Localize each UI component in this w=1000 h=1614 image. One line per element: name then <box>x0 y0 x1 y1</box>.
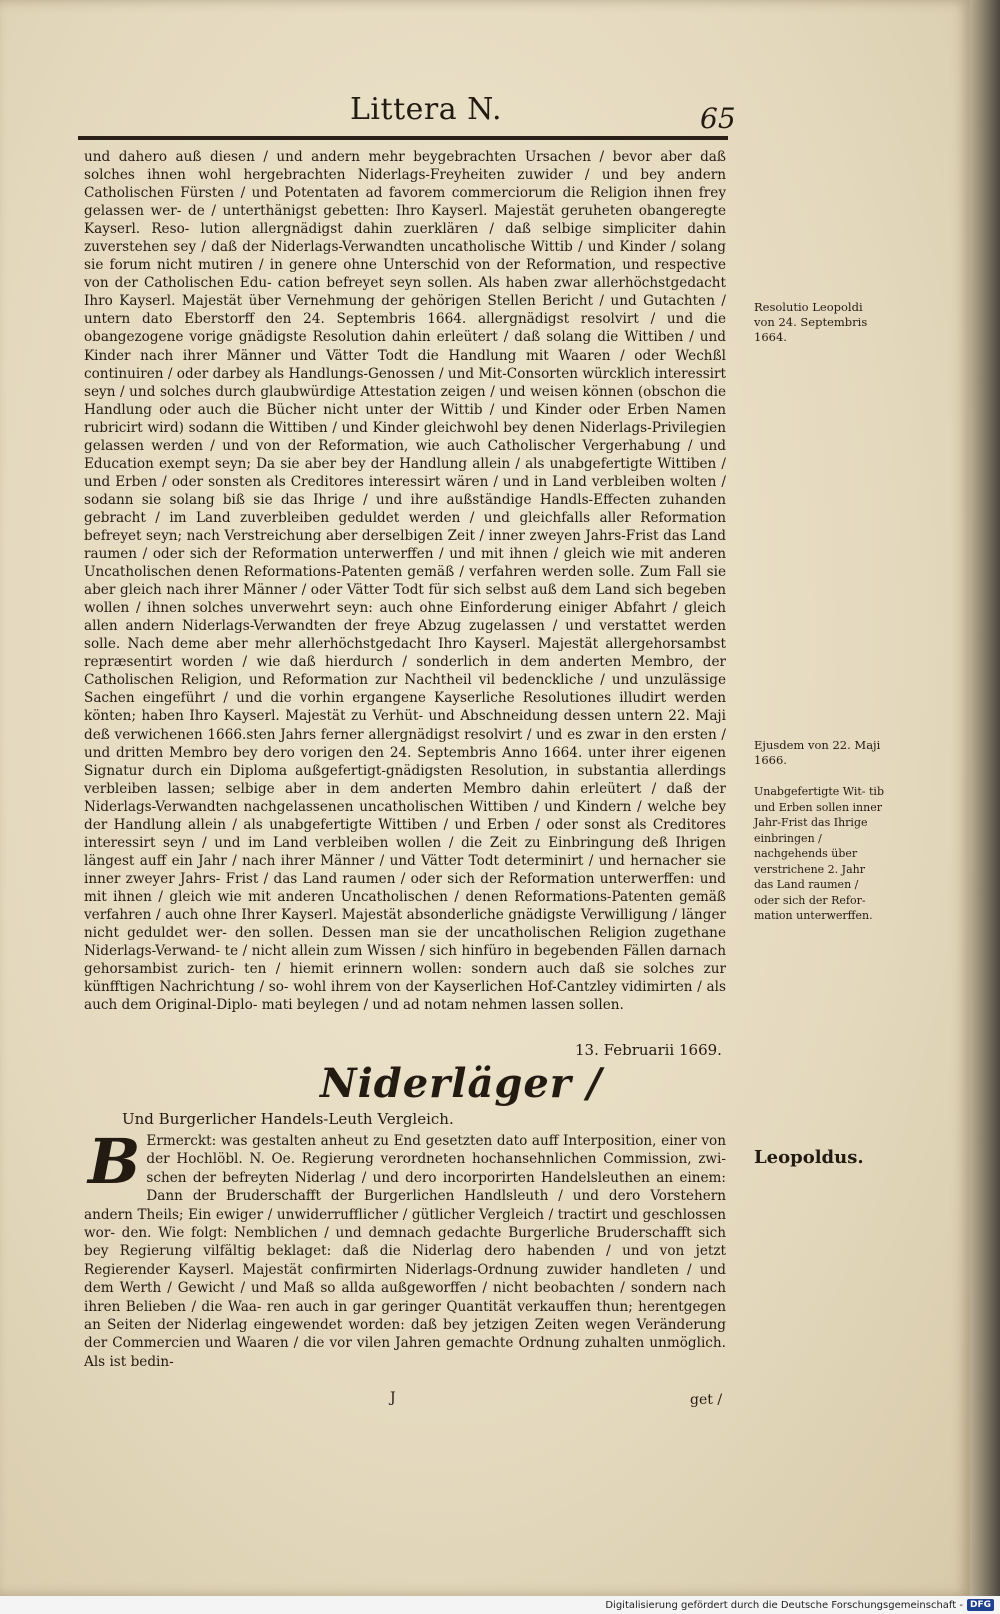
catchword: get / <box>690 1392 723 1408</box>
section-body-text: Ermerckt: was gestalten anheut zu End gesetzten dato auff Interposition, einer von der Hochlöbl. N. Oe. Regierung verordneten hochansehnlichen Commission, zwi- schen der befreyten Niderlag / und dero incorporirten Handelsleuthen an einem: Dann der Bruderschafft der Burgerlichen Handlsleuth / und dero Vorstehern andern Theils; Ein ewiger / unwiderrufflicher / gütlicher Vergleich / tractirt und geschlossen wor- den. Wie folgt: Nemblichen / und demnach gedachte Burgerliche Bruderschafft sich bey Regierung vilfältig beklaget: daß die Niderlag dero habenden / und von jetzt Regierender Kayserl. Majestät confirmirten Niderlags-Ordnung zuwider handleten / und dem Werth / Gewicht / und Maß so allda außgeworffen / nicht beobachten / sondern nach ihren Belieben / die Waa- ren auch in gar geringer Quantität verkauffen thun; herentgegen an Seiten der Niderlag eingewendet worden: daß bey jetzigen Zeiten wegen Veränderung der Commercien und Waaren / die vor vilen Jahren gemachte Ordnung zuhalten unmöglich. Als ist bedin- <box>84 1133 726 1370</box>
main-text-column <box>84 148 726 1014</box>
footer-bar <box>0 1596 1000 1614</box>
section-title: Niderläger / <box>320 1060 603 1107</box>
running-head: Littera N. <box>350 92 503 127</box>
page-number: 65 <box>700 102 736 135</box>
dfg-logo-icon: DFG <box>967 1599 994 1611</box>
dateline: 13. Februarii 1669. <box>575 1041 722 1059</box>
margin-note-eiusdem: Ejusdem von 22. Maji 1666. <box>754 738 881 767</box>
margin-note-resolutio: Resolutio Leopoldi von 24. Septembris 1664. <box>754 300 868 344</box>
main-paragraph: und dahero auß diesen / und andern mehr beygebrachten Ursachen / bevor aber daß solches ihnen wohl hergebrachten Niderlags-Freyheiten zuwider / und bey andern Catholischen Fürsten / und Potentaten ad favorem commerciorum die Religion ihnen frey gelassen wer- de / unterthänigst gebetten: Ihro Kayserl. Majestät geruheten obangeregte Kayserl. Reso- lution allergnädigst dahin zuerklären / daß selbige simpliciter dahin zuverstehen sey / daß der Niderlags-Verwandten uncatholische Wittib / und Kinder / solang sie forum nicht mutiren / in genere ohne Unterschid von der Reformation, und respective von der Catholischen Edu- cation befreyet seyn sollen. Als haben zwar allerhöchstgedacht Ihro Kayserl. Majestät über Vernehmung der gehörigen Stellen Bericht / und Gutachten / untern dato Eberstorff den 24. Septembris 1664. allergnädigst resolvirt / und die obangezogene vorige gnädigste Resolution dahin erleütert / daß solang die Wittiben / und Kinder nach ihrer Männer und Vätter Todt die Handlung mit Waaren / oder Wechßl continuiren / oder darbey als Handlungs-Genossen / und Mit-Consorten würcklich interessirt seyn / und solches durch glaubwürdige Attestation zeigen / und weisen können (obschon die Handlung oder auch die Bücher nicht unter der Wittib / und Kinder oder Erben Namen rubricirt wird) sodann die Wittiben / und Kinder gleichwohl bey denen Niderlags-Privilegien gelassen werden / und von der Reformation, wie auch Catholischer Vergerhabung / und Education exempt seyn; Da sie aber bey der Handlung allein / als unabgefertigte Wittiben / und Erben / oder sonsten als Creditores interessirt wären / und in Land verbleiben wolten / sodann sie solang biß sie das Ihrige / und ihre außständige Handls-Effecten zuhanden gebracht / im Land zuverbleiben geduldet werden / und gleichfalls aller Reformation befreyet seyn; nach Verstreichung aber derselbigen Zeit / inner zweyen Jahrs-Frist das Land raumen / oder sich der Reformation unterwerffen / und mit ihnen / gleich wie mit anderen Uncatholischen denen Reformations-Patenten gemäß / verfahren werden solle. Zum Fall sie aber gleich nach ihrer Männer / oder Vätter Todt für sich selbst auß dem Land sich begeben wollen / ihnen solches unverwehrt seyn: auch ohne Einforderung einiger Abfahrt / gleich allen andern Niderlags-Verwandten der freye Abzug zugelassen / und verstattet werden solle. Nach deme aber mehr allerhöchstgedacht Ihro Kayserl. Majestät allergehorsambst repræsentirt worden / wie daß hierdurch / sonderlich in dem anderten Membro, der Catholischen Religion, und Reformation zur Nachtheil vil bedenckliche / und unzulässige Sachen eingeführt / und die vorhin ergangene Kayserliche Resolutiones illudirt werden könten; haben Ihro Kayserl. Majestät zu Verhüt- und Abschneidung dessen untern 22. Maji deß verwichenen 1666.sten Jahrs ferner allergnädigst resolvirt / und es zwar in den ersten / und dritten Membro bey dero vorigen den 24. Septembris Anno 1664. unter ihrer eigenen Signatur durch ein Diploma außgefertigt-gnädigsten Resolution, in substantia allerdings verbleiben lassen; selbige aber in dem anderten Membro dahin erleütert / daß der Niderlags-Verwandten nachgelassenen uncatholischen Wittiben / und Kindern / welche bey der Handlung allein / als unabgefertigte Wittiben / und Erben / oder sonst als Creditores interessirt seyn / und im Land verbleiben wollen / die Zeit zu Einbringung deß Ihrigen längest auff ein Jahr / nach ihrer Männer / und Vätter Todt determinirt / und hernacher sie inner zweyer Jahrs- Frist / das Land raumen / oder sich der Reformation unterwerffen: und mit ihnen / gleich wie mit anderen Uncatholischen / denen Reformations-Patenten gemäß verfahren / auch ohne Ihrer Kayserl. Majestät absonderliche gnädigste Verwilligung / länger nicht geduldet wer- den sollen. Dessen man sie der uncatholischen Religion zugethane Niderlags-Verwand- te / nicht allein zum Wissen / sich hinfüro in begebenden Fällen darnach gehorsambist zurich- ten / hiemit erinnern wollen: sondern auch daß sie solches zur künfftigen Nachrichtung / so- wohl ihrem von der Kayserlichen Hof-Cantzley vidimirten / als auch dem Original-Diplo- mati beylegen / und ad notam nehmen lassen sollen. <box>84 149 726 1014</box>
page-edge <box>970 0 1000 1596</box>
section-subtitle: Und Burgerlicher Handels-Leuth Vergleich. <box>122 1110 454 1128</box>
drop-cap-initial: B <box>88 1125 141 1198</box>
section-body <box>84 1125 726 1371</box>
margin-note-unabgefertigte: Unabgefertigte Wit- tib und Erben sollen inner Jahr-Frist das Ihrige einbringen / nachgehends über verstrichene 2. Jahr das Land raumen / oder sich der Refor- mation unterwerffen. <box>754 785 884 922</box>
margin-note-leopoldus: Leopoldus. <box>754 1147 864 1168</box>
header-rule <box>78 136 728 140</box>
footer-credit: Digitalisierung gefördert durch die Deutsche Forschungsgemeinschaft - <box>605 1599 963 1611</box>
signature-mark: J <box>390 1390 396 1406</box>
